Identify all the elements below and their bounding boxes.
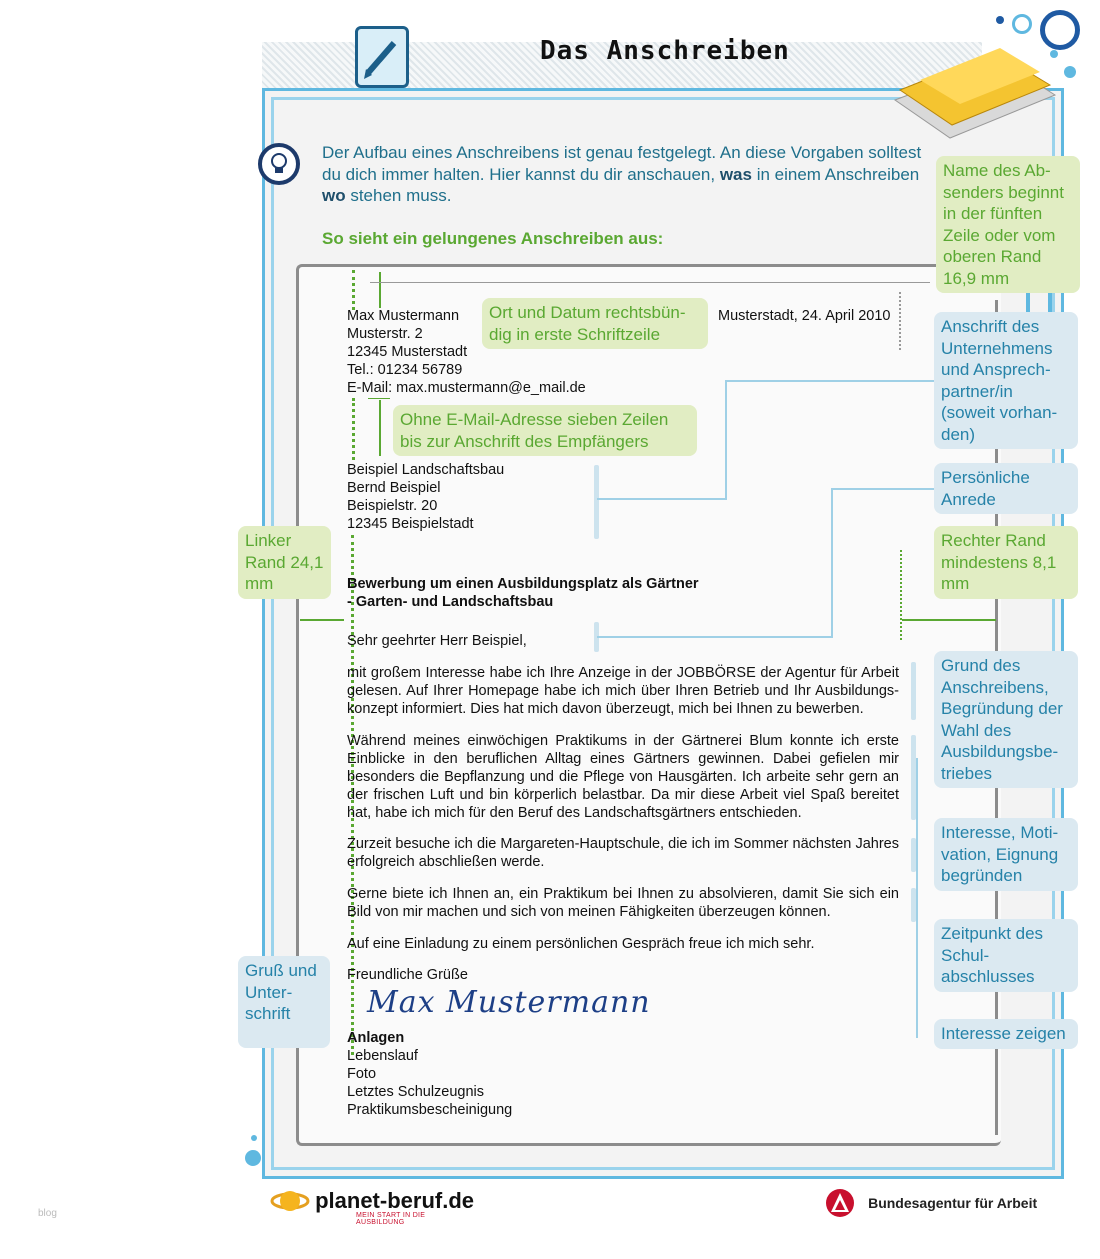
guide-line	[370, 282, 930, 283]
letter-date: Musterstadt, 24. April 2010	[718, 308, 891, 324]
connector-line	[725, 380, 935, 382]
connector-line	[597, 488, 833, 638]
measure-arrow	[379, 272, 381, 308]
sender-email: E-Mail: max.mustermann@e_mail.de	[347, 380, 586, 396]
brand-tagline: MEIN START IN DIE AUSBILDUNG	[356, 1212, 426, 1226]
decor-circle	[996, 16, 1004, 24]
recipient-street: Beispielstr. 20	[347, 498, 438, 514]
paragraph-bracket	[911, 662, 916, 720]
note-zeitpunkt: Zeitpunkt des Schul-abschlusses	[934, 919, 1078, 992]
recipient-company: Beispiel Landschaftsbau	[347, 462, 505, 478]
note-ohne-email: Ohne E-Mail-Adresse sieben Zeilen bis zur Anschrift des Empfängers	[393, 405, 697, 456]
note-gruss: Gruß und Unter-schrift	[238, 956, 330, 1048]
sender-phone: Tel.: 01234 56789	[347, 362, 463, 378]
paragraph-internship: Gerne biete ich Ihnen an, ein Praktikum bei Ihnen zu absolvieren, damit Sie sich ein Bild von mir machen und sich von meinen Fähigkeiten überzeugen können.	[347, 886, 899, 920]
closing: Freundliche Grüße	[347, 967, 468, 983]
intro-emphasis-wo: wo	[322, 186, 346, 205]
attachment-item: Letztes Schulzeugnis	[347, 1084, 485, 1100]
paragraph-invitation: Auf eine Einladung zu einem persönlichen Gespräch freue ich mich sehr.	[347, 936, 815, 952]
note-interesse-motivation: Interesse, Moti-vation, Eignung begründen	[934, 818, 1078, 891]
attachment-item: Praktikumsbescheinigung	[347, 1102, 513, 1118]
subject-line-2: - Garten- und Landschaftsbau	[347, 594, 554, 610]
attachments-block	[347, 1029, 512, 1119]
folder-icon	[890, 40, 1060, 140]
note-anrede: Persönliche Anrede	[934, 463, 1078, 514]
recipient-city: 12345 Beispielstadt	[347, 516, 474, 532]
note-linker-rand: Linker Rand 24,1 mm	[238, 526, 331, 599]
margin-dots	[352, 270, 355, 310]
paragraph-school: Zurzeit besuche ich die Margareten-Hauptschule, die ich im Sommer nächsten Jahres erfolgreich abschließen werde.	[347, 836, 899, 870]
note-rechter-rand: Rechter Rand mindestens 8,1 mm	[934, 526, 1078, 599]
note-anschrift: Anschrift des Unternehmens und Ansprech-partner/in (soweit vorhan-den)	[934, 312, 1078, 449]
planet-logo-icon	[270, 1186, 310, 1216]
attachment-item: Foto	[347, 1066, 377, 1082]
margin-dots	[352, 398, 355, 460]
note-name-absender: Name des Ab-senders beginnt in der fünften Zeile oder vom oberen Rand 16,9 mm	[936, 156, 1080, 293]
section-subheading: So sieht ein gelungenes Anschreiben aus:	[322, 229, 664, 248]
agency-name: Bundesagentur für Arbeit	[868, 1195, 1038, 1211]
intro-text	[322, 142, 922, 207]
connector-line	[916, 758, 932, 1038]
agency-logo-icon	[825, 1188, 855, 1218]
decor-circle	[1064, 66, 1076, 78]
sender-name: Max Mustermann	[347, 308, 460, 324]
planet-beruf-logo	[270, 1186, 474, 1226]
note-interesse-zeigen: Interesse zeigen	[934, 1019, 1078, 1049]
sender-city: 12345 Musterstadt	[347, 344, 468, 360]
agency-logo	[825, 1188, 1037, 1218]
paragraph-reason: mit großem Interesse habe ich Ihre Anzeige in der JOBBÖRSE der Agentur für Arbeit gelesen. Auf Ihrer Homepage habe ich mich über Ihren Betrieb und Ihr Ausbildungs-konzept informiert. Dies hat mich davon überzeugt, mich bei Ihnen zu bewerben.	[347, 665, 899, 717]
left-margin-arrow	[300, 619, 344, 621]
brand-name: planet-beruf.de	[315, 1188, 474, 1213]
signature: Max Mustermann	[367, 985, 651, 1020]
decor-circle	[245, 1150, 261, 1166]
right-margin-dots	[900, 550, 902, 640]
lightbulb-icon	[258, 143, 300, 185]
paragraph-motivation: Während meines einwöchigen Praktikums in der Gärtnerei Blum konnte ich erste Einblicke in den beruflichen Alltag eines Gärtners gewinnen. Dabei gefielen mir besonders die Bepflanzung und die Pflege von Hausgärten. Ich arbeite sehr gern an der frischen Luft und bin körperlich belastbar. Da mir diese Arbeit viel Spaß bereitet hat, habe ich mich für den Beruf des Landschaftsgärtners entschieden.	[347, 733, 899, 821]
connector-line	[831, 488, 935, 490]
note-grund: Grund des Anschreibens, Begründung der Wahl des Ausbildungsbe-triebes	[934, 651, 1078, 788]
recipient-block	[347, 461, 504, 533]
guide-line	[368, 398, 390, 399]
decor-circle	[1012, 14, 1032, 34]
salutation: Sehr geehrter Herr Beispiel,	[347, 633, 527, 649]
intro-part: Der Aufbau eines Anschreibens ist genau festgelegt. An diese Vorgaben solltest du dich immer halten. Hier kannst du dir anschauen,	[322, 143, 922, 184]
measure-arrow	[379, 400, 381, 456]
subject-line-1: Bewerbung um einen Ausbildungsplatz als Gärtner	[347, 576, 699, 592]
intro-emphasis-was: was	[719, 164, 752, 184]
intro-part: in einem Anschreiben	[751, 164, 920, 184]
date-guide-dots	[899, 292, 901, 350]
watermark: blog	[38, 1208, 57, 1219]
intro-part: stehen muss.	[345, 186, 452, 205]
note-ort-datum: Ort und Datum rechtsbün-dig in erste Schriftzeile	[482, 298, 708, 349]
attachments-title: Anlagen	[347, 1030, 405, 1046]
page-title: Das Anschreiben	[540, 36, 790, 66]
attachment-item: Lebenslauf	[347, 1048, 418, 1064]
decor-circle	[251, 1135, 257, 1141]
recipient-person: Bernd Beispiel	[347, 480, 441, 496]
right-margin-arrow	[902, 619, 996, 621]
sender-street: Musterstr. 2	[347, 326, 423, 342]
pencil-icon	[355, 26, 409, 88]
